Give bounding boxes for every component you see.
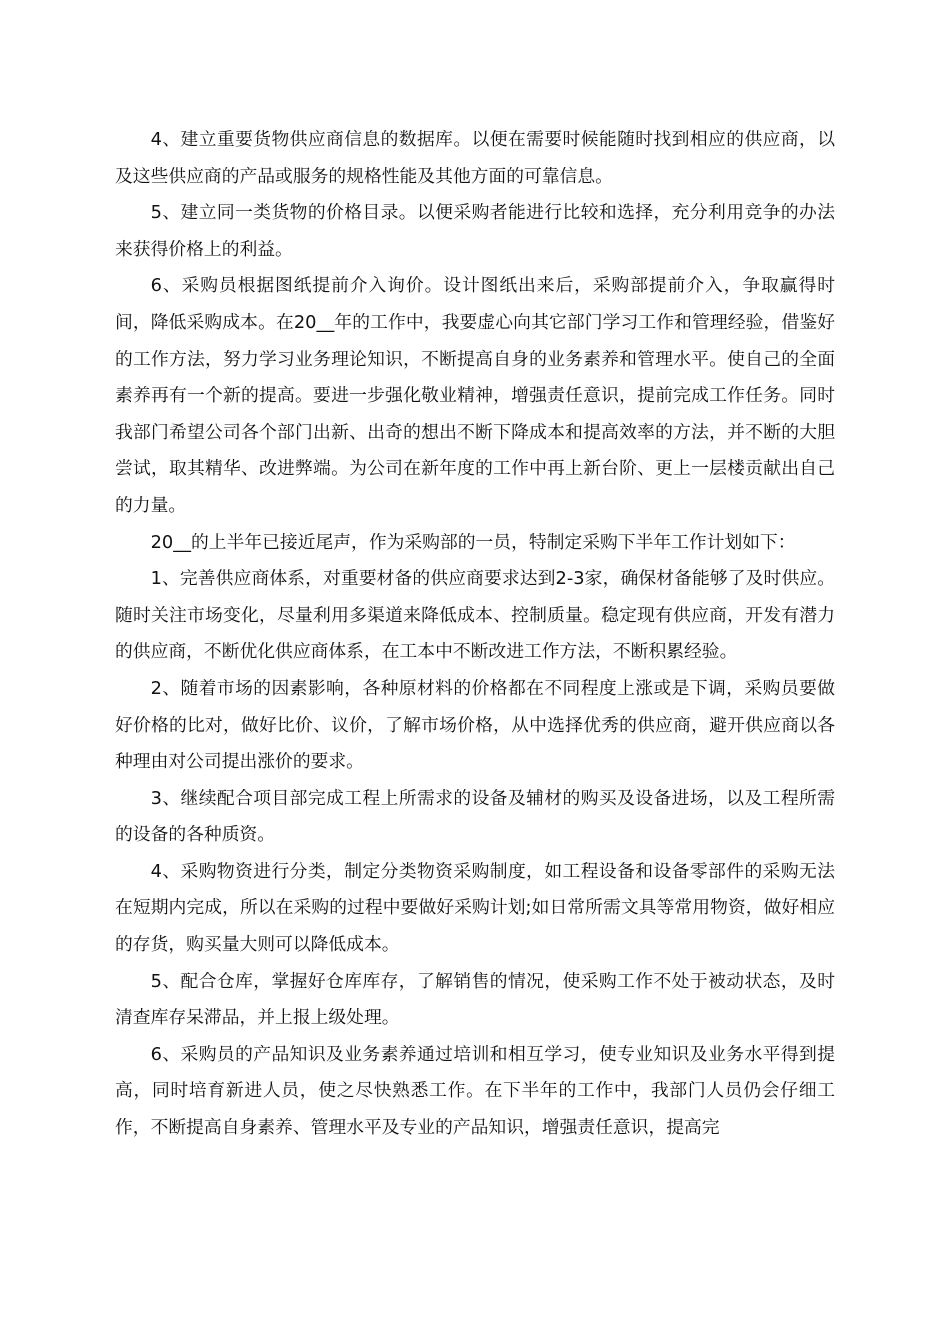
paragraph-supplier-system: 1、完善供应商体系，对重要材备的供应商要求达到2-3家，确保材备能够了及时供应。随时关注市场变化，尽量利用多渠道来降低成本、控制质量。稳定现有供应商，开发有潜力的供应商，不断优化供应商体系，在工本中不断改进工作方法，不断积累经验。 (115, 568, 835, 663)
paragraph-price-catalog: 5、建立同一类货物的价格目录。以便采购者能进行比较和选择，充分利用竞争的办法来获得价格上的利益。 (115, 202, 835, 260)
paragraph-project-cooperation: 3、继续配合项目部完成工程上所需求的设备及辅材的购买及设备进场，以及工程所需的设备的各种质资。 (115, 787, 835, 846)
paragraph-price-comparison: 2、随着市场的因素影响，各种原材料的价格都在不同程度上涨或是下调，采购员要做好价格的比对，做好比价、议价，了解市场价格，从中选择优秀的供应商，避开供应商以各种理由对公司提出涨价的要求。 (115, 677, 835, 773)
paragraph-training: 6、采购员的产品知识及业务素养通过培训和相互学习，使专业知识及业务水平得到提高，同时培育新进人员，使之尽快熟悉工作。在下半年的工作中，我部门人员仍会仔细工作，不断提高自身素养、管理水平及专业的产品知识，增强责任意识，提高完 (115, 1043, 835, 1139)
paragraph-warehouse-cooperation: 5、配合仓库，掌握好仓库库存，了解销售的情况，使采购工作不处于被动状态，及时清查库存呆滞品，并上报上级处理。 (115, 970, 835, 1029)
paragraph-supplier-database: 4、建立重要货物供应商信息的数据库。以便在需要时候能随时找到相应的供应商，以及这些供应商的产品或服务的规格性能及其他方面的可靠信息。 (115, 129, 835, 187)
paragraph-material-classification: 4、采购物资进行分类，制定分类物资采购制度，如工程设备和设备零部件的采购无法在短期内完成，所以在采购的过程中要做好采购计划;如日常所需文具等常用物资，做好相应的存货，购买量大则可以降低成本。 (115, 860, 835, 956)
paragraph-plan-intro: 20__的上半年已接近尾声，作为采购部的一员，特制定采购下半年工作计划如下： (150, 531, 796, 553)
paragraph-early-inquiry: 6、采购员根据图纸提前介入询价。设计图纸出来后，采购部提前介入，争取赢得时间，降低采购成本。在20__年的工作中，我要虚心向其它部门学习工作和管理经验，借鉴好的工作方法，努力学习业务理论知识，不断提高自身的业务素养和管理水平。使自己的全面素养再有一个新的提高。要进一步强化敬业精神，增强责任意识，提前完成工作任务。同时我部门希望公司各个部门出新、出奇的想出不断下降成本和提高效率的方法，并不断的大胆尝试，取其精华、改进弊端。为公司在新年度的工作中再上新台阶、更上一层楼贡献出自己的力量。 (115, 275, 835, 516)
document-body (115, 122, 835, 1147)
